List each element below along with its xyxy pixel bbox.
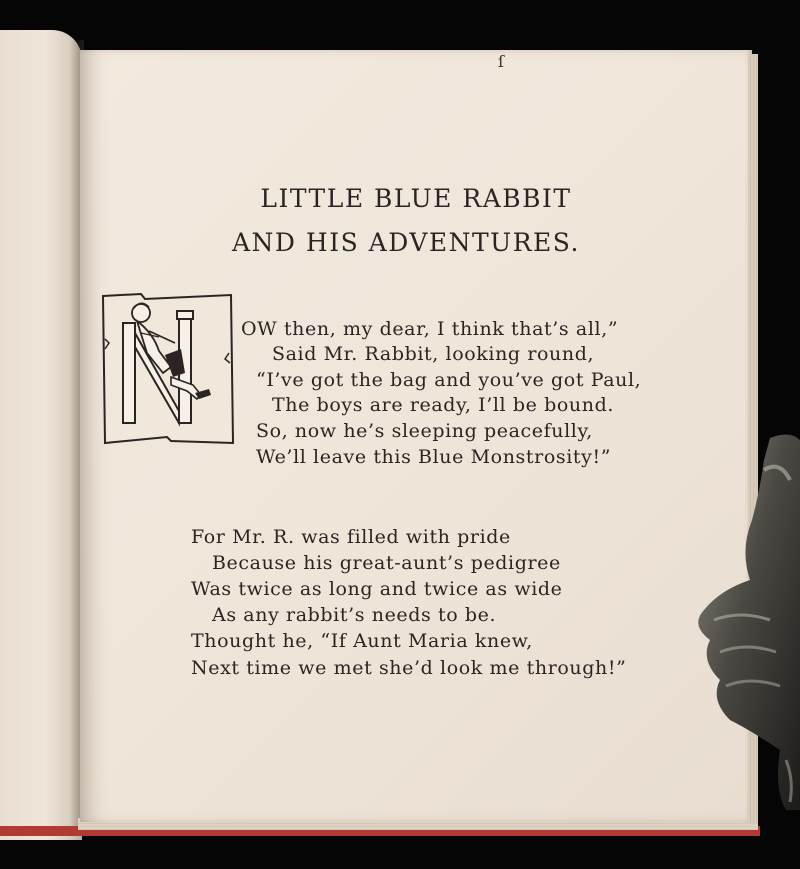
- pencil-mark: ſ: [498, 52, 504, 71]
- verse-line: As any rabbit’s needs to be.: [212, 604, 497, 626]
- metal-holder-illustration: [690, 430, 800, 820]
- verse-line: Was twice as long and twice as wide: [191, 578, 563, 600]
- verse-line: Because his great-aunt’s pedigree: [212, 552, 561, 574]
- verse-line: OW then, my dear, I think that’s all,”: [241, 318, 619, 340]
- verse-line: Next time we met she’d look me through!”: [191, 657, 627, 679]
- metal-book-holder: [690, 430, 800, 820]
- verse-line: Said Mr. Rabbit, looking round,: [272, 343, 595, 365]
- book-title-line-2: AND HIS ADVENTURES.: [231, 228, 580, 257]
- verse-line: The boys are ready, I’ll be bound.: [272, 394, 614, 416]
- verse-line: For Mr. R. was filled with pride: [191, 526, 511, 548]
- illustrated-drop-cap: [101, 293, 235, 445]
- verse-line: “I’ve got the bag and you’ve got Paul,: [256, 369, 642, 391]
- verse-line: We’ll leave this Blue Monstrosity!”: [256, 446, 612, 468]
- verse-line: So, now he’s sleeping peacefully,: [256, 420, 593, 442]
- drop-cap-illustration: [101, 293, 235, 445]
- verse-line: Thought he, “If Aunt Maria knew,: [191, 630, 533, 652]
- book-title-line-1: LITTLE BLUE RABBIT: [260, 184, 572, 213]
